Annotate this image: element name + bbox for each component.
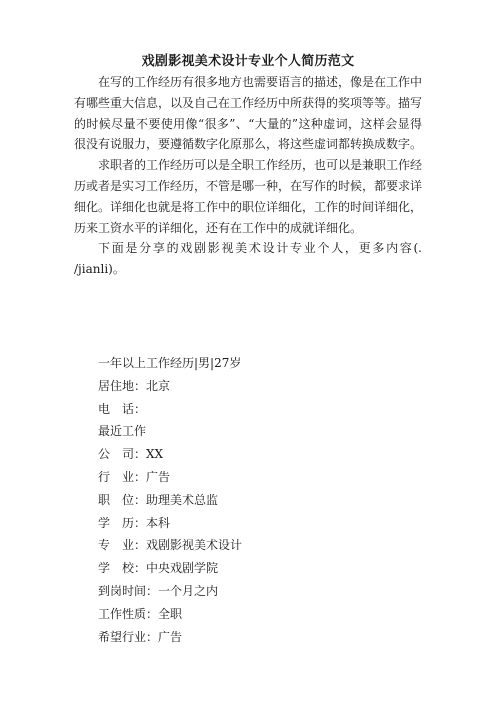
fact-school: 学 校：中央戏剧学院 [98,561,219,576]
fact-position: 职 位：助理美术总监 [98,492,219,507]
fact-recent-work-heading: 最近工作 [98,424,147,439]
document-title: 戏剧影视美术设计专业个人简历范文 [141,54,355,69]
fact-start-time: 到岗时间：一个月之内 [98,583,219,598]
fact-major: 专 业：戏剧影视美术设计 [98,538,243,553]
fact-summary: 一年以上工作经历|男|27岁 [98,356,242,370]
intro-section [74,72,422,280]
resume-facts [98,352,438,648]
intro-paragraph-3: 下面是分享的戏剧影视美术设计专业个人，更多内容(. /jianli)。 [74,241,422,277]
intro-paragraph-1: 在写的工作经历有很多地方也需要语言的描述，像是在工作中有哪些重大信息，以及自己在工作经历中所获得的奖项等等。描写的时候尽量不要使用像“很多”、“大量的”这种虚词，这样会显得很没有说服力，要遵循数字化原那么，将这些虚词都转换成数字。 [74,75,423,152]
fact-job-type: 工作性质：全职 [98,606,183,621]
intro-paragraph-2: 求职者的工作经历可以是全职工作经历，也可以是兼职工作经历或者是实习工作经历，不管是哪一种，在写作的时候，都要求详细化。详细化也就是将工作中的职位详细化，工作的时间详细化，历来工资水平的详细化，还有在工作中的成就详细化。 [74,158,423,235]
fact-residence: 居住地：北京 [98,378,171,393]
fact-desired-industry: 希望行业：广告 [98,629,183,644]
fact-phone: 电 话： [98,401,147,416]
fact-industry: 行 业：广告 [98,469,171,484]
fact-company: 公 司：XX [98,447,164,462]
fact-education: 学 历：本科 [98,515,171,530]
